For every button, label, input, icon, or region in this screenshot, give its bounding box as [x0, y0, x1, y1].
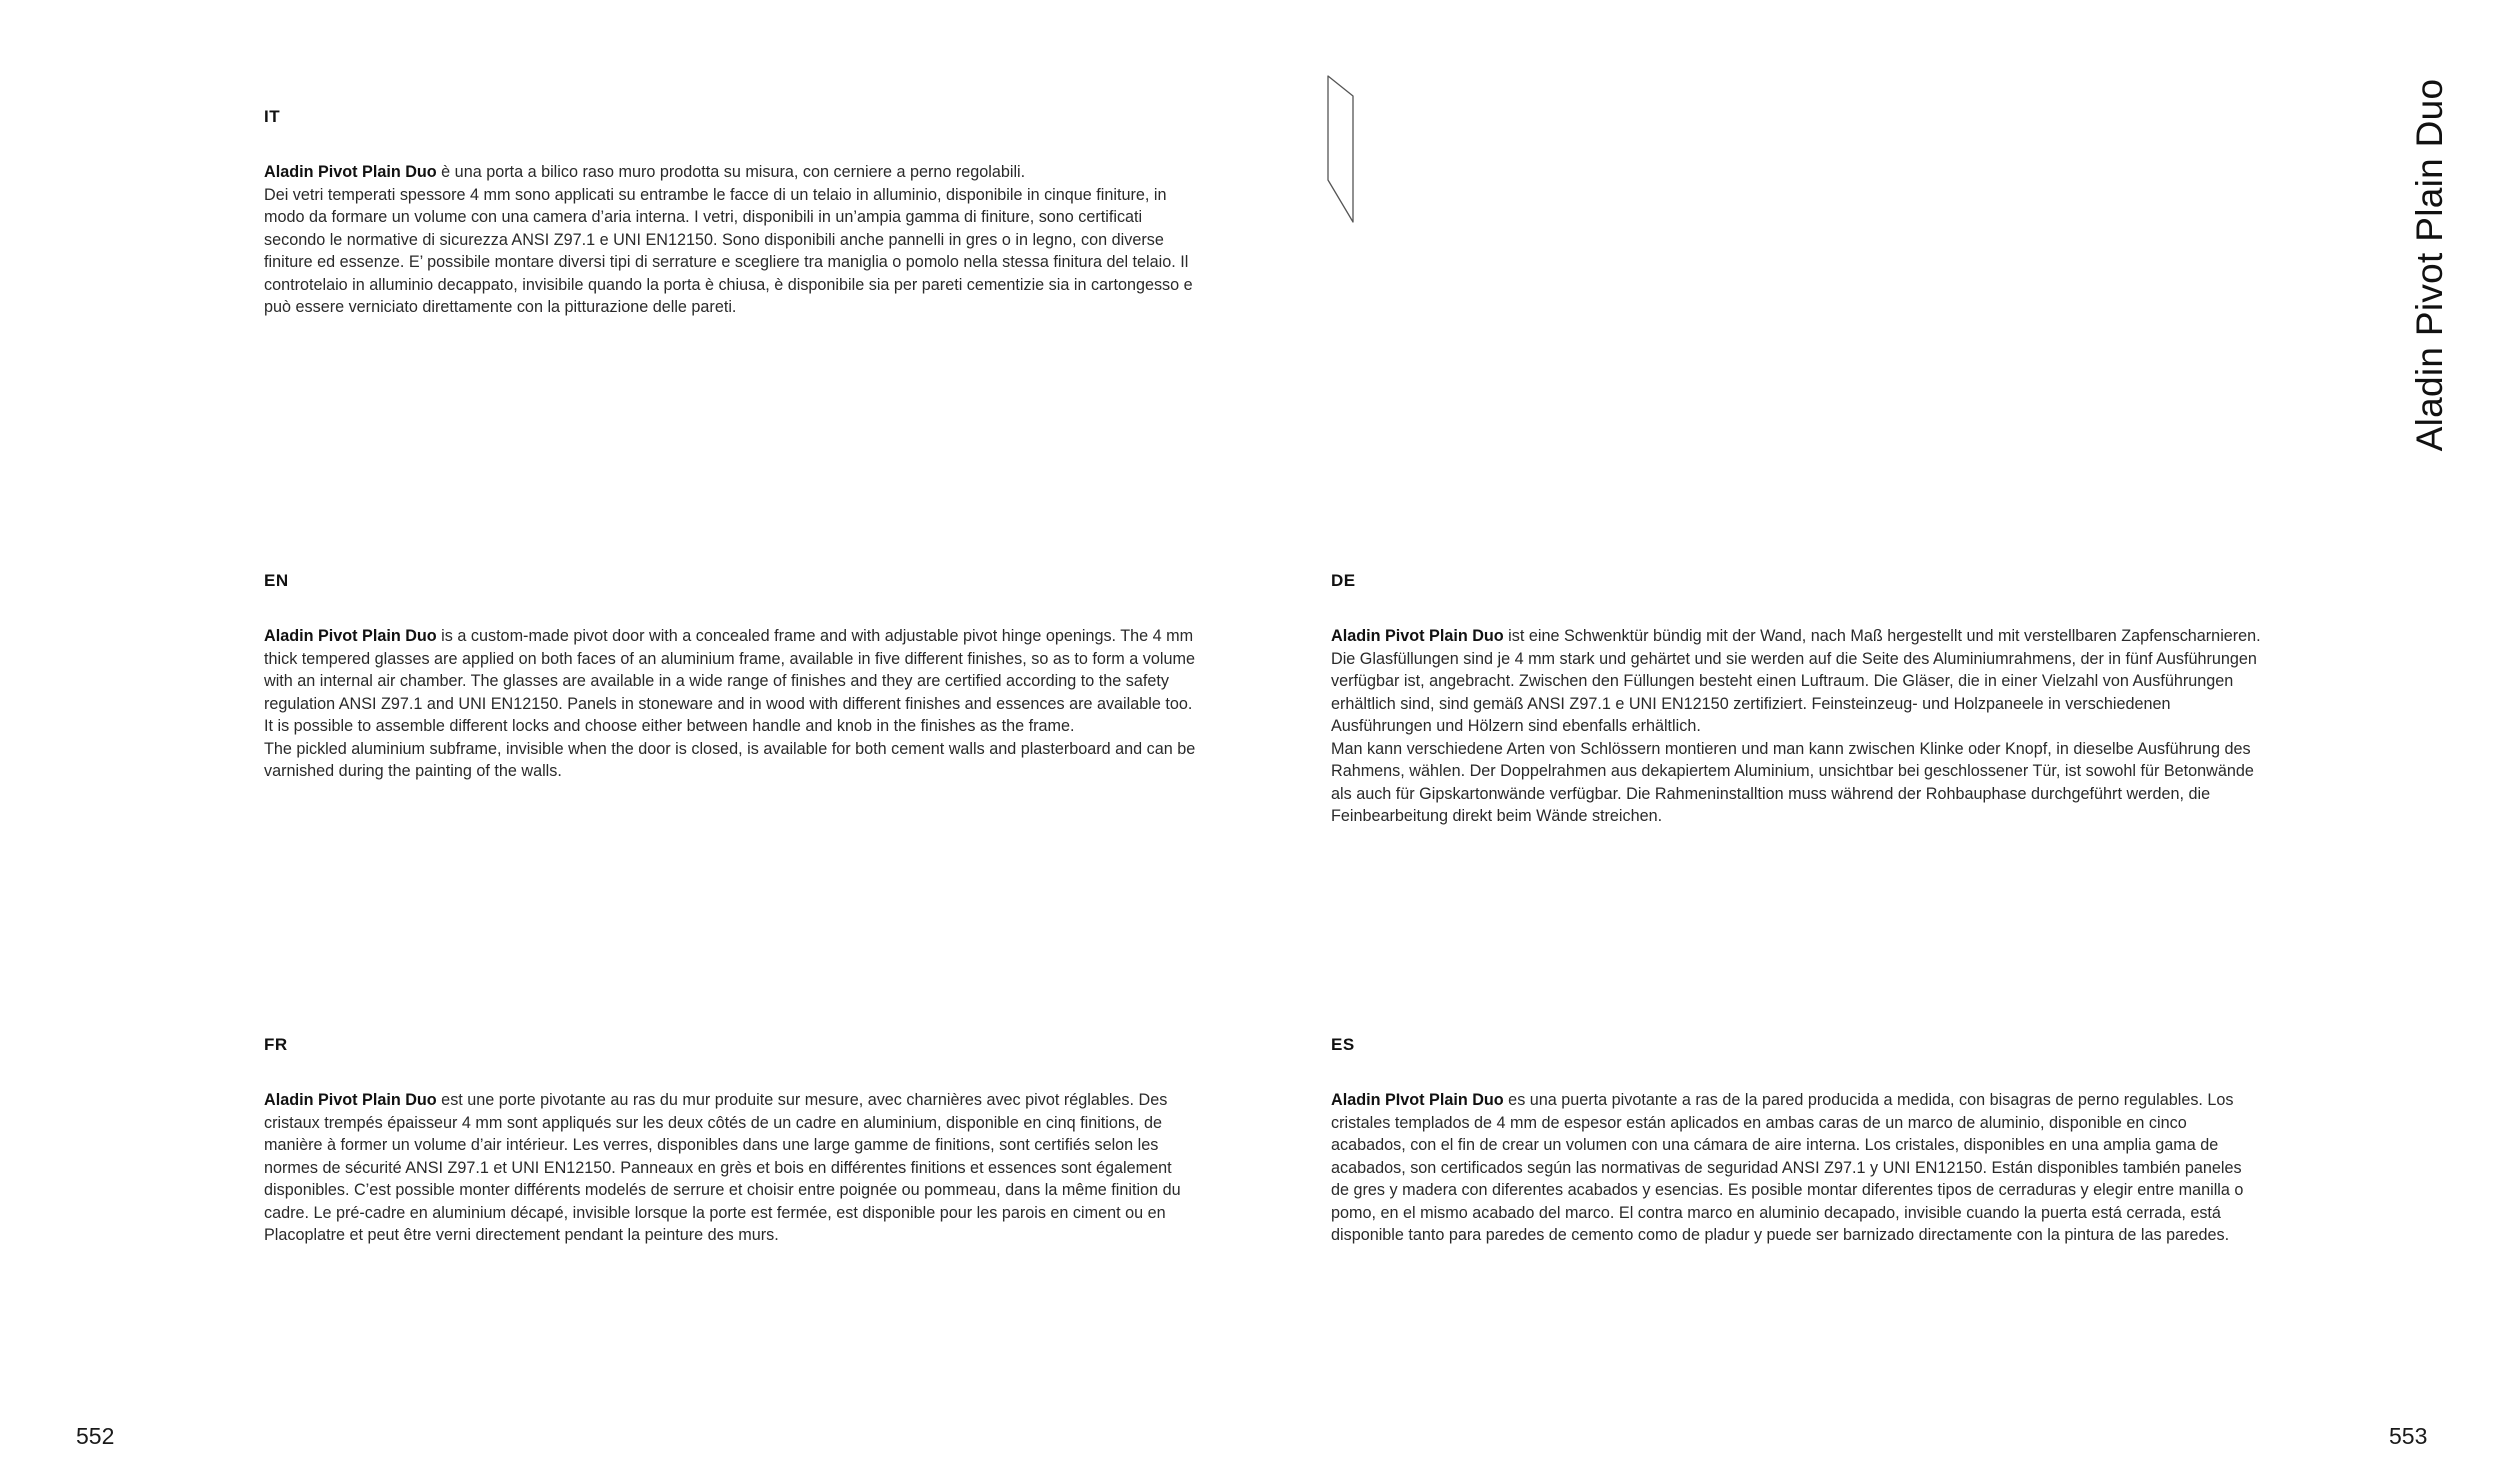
product-name-de: Aladin Pivot Plain Duo	[1331, 627, 1504, 645]
paragraph-de	[1331, 625, 2261, 828]
side-title	[2400, 75, 2460, 455]
section-fr	[264, 1035, 1199, 1247]
paragraph-it	[264, 161, 1199, 319]
section-es	[1331, 1035, 2261, 1247]
language-heading-es: ES	[1331, 1035, 1355, 1054]
language-heading-fr: FR	[264, 1035, 288, 1054]
language-heading-it: IT	[264, 107, 281, 126]
product-name-it: Aladin Pivot Plain Duo	[264, 163, 437, 181]
body-text-it: Dei vetri temperati spessore 4 mm sono applicati su entrambe le facce di un telaio in alluminio, disponibile in cinque finiture, in modo da formare un volume con una camera d’aria interna. I vetri, disponibili in un’ampia gamma di finiture, sono certificati secondo le normative di sicurezza ANSI Z97.1 e UNI EN12150. Sono disponibili anche pannelli in gres o in legno, con diverse finiture ed essenze. E’ possibile montare diversi tipi di serrature e scegliere tra maniglia o pomolo nella stessa finitura del telaio. Il controtelaio in alluminio decappato, invisibile quando la porta è chiusa, è disponibile sia per pareti cementizie sia in cartongesso e può essere verniciato direttamente con la pitturazione delle pareti.	[264, 185, 1193, 316]
intro-text-it: è una porta a bilico raso muro prodotta su misura, con cerniere a perno regolabili.	[436, 163, 1026, 181]
intro-text-fr: est une porte pivotante au ras du mur produite sur mesure, avec charnières avec pivot réglables. Des cristaux trempés épaisseur 4 mm sont appliqués sur les deux côtés de un cadre en aluminium, disponible en cinq finitions, de manière à former un volume d’air intérieur. Les verres, disponibles dans une large gamme de finitions, sont certifiés selon les normes de sécurité ANSI Z97.1 et UNI EN12150. Panneaux en grès et bois en différentes finitions et essences sont également disponibles. C’est possible monter différents modelés de serrure et choisir entre poignée ou pommeau, dans la même finition du cadre. Le pré-cadre en aluminium décapé, invisible lorsque la porte est fermée, est disponible pour les parois en ciment ou en Placoplatre et peut être verni directement pendant la peinture des murs.	[264, 1091, 1181, 1244]
door-outline-icon	[1326, 74, 1362, 226]
product-name-es: Aladin PIvot Plain Duo	[1331, 1091, 1504, 1109]
intro-text-de: ist eine Schwenktür bündig mit der Wand, nach Maß hergestellt und mit verstellbaren Zapfenscharnieren. Die Glasfüllungen sind je 4 mm stark und gehärtet und sie werden auf die Seite des Aluminiumrahmens, der in fünf Ausführungen verfügbar ist, angebracht. Zwischen den Füllungen besteht einen Luftraum. Die Gläser, die in einer Vielzahl von Ausführungen erhältlich sind, sind gemäß ANSI Z97.1 e UNI EN12150 zertifiziert. Feinsteinzeug- und Holzpaneele in verschiedenen Ausführungen und Hölzern sind ebenfalls erhältlich.	[1331, 627, 2261, 735]
intro-text-es: es una puerta pivotante a ras de la pared producida a medida, con bisagras de perno regulables. Los cristales templados de 4 mm de espesor están aplicados en ambas caras de un marco de aluminio, disponible en cinco acabados, con el fin de crear un volumen con una cámara de aire interna. Los cristales, disponibles en una amplia gama de acabados, son certificados según las normativas de seguridad ANSI Z97.1 y UNI EN12150. Están disponibles también paneles de gres y madera con diferentes acabados y esencias. Es posible montar diferentes tipos de cerraduras y elegir entre manilla o pomo, en el mismo acabado del marco. El contra marco en aluminio decapado, invisible cuando la puerta está cerrada, está disponible tanto para paredes de cemento como de pladur y puede ser barnizado directamente con la pintura de las paredes.	[1331, 1091, 2244, 1244]
intro-text-en: is a custom-made pivot door with a concealed frame and with adjustable pivot hinge openings. The 4 mm thick tempered glasses are applied on both faces of an aluminium frame, available in five different finishes, so as to form a volume with an internal air chamber. The glasses are available in a wide range of finishes and they are certified according to the safety regulation ANSI Z97.1 and UNI EN12150. Panels in stoneware and in wood with different finishes and essences are available too. It is possible to assemble different locks and choose either between handle and knob in the finishes as the frame.	[264, 627, 1195, 735]
paragraph-fr	[264, 1089, 1199, 1247]
paragraph-en	[264, 625, 1199, 783]
paragraph-es	[1331, 1089, 2261, 1247]
section-it	[264, 107, 1199, 319]
section-en	[264, 571, 1199, 783]
product-name-en: Aladin Pivot Plain Duo	[264, 627, 437, 645]
language-heading-en: EN	[264, 571, 289, 590]
page-number-left: 552	[76, 1423, 115, 1449]
product-name-fr: Aladin Pivot Plain Duo	[264, 1091, 437, 1109]
body-text-en: The pickled aluminium subframe, invisible when the door is closed, is available for both cement walls and plasterboard and can be varnished during the painting of the walls.	[264, 739, 1196, 780]
language-heading-de: DE	[1331, 571, 1356, 590]
page-number-right: 553	[2389, 1423, 2428, 1449]
body-text-de: Man kann verschiedene Arten von Schlössern montieren und man kann zwischen Klinke oder Knopf, in dieselbe Ausführung des Rahmens, wählen. Der Doppelrahmen aus dekapiertem Aluminium, unsichtbar bei geschlossener Tür, ist sowohl für Betonwände als auch für Gipskartonwände verfügbar. Die Rahmeninstalltion muss während der Rohbauphase durchgeführt werden, die Feinbearbeitung direkt beim Wände streichen.	[1331, 739, 2254, 825]
side-title-text: Aladin Pivot Plain Duo	[2409, 78, 2450, 452]
section-de	[1331, 571, 2261, 828]
